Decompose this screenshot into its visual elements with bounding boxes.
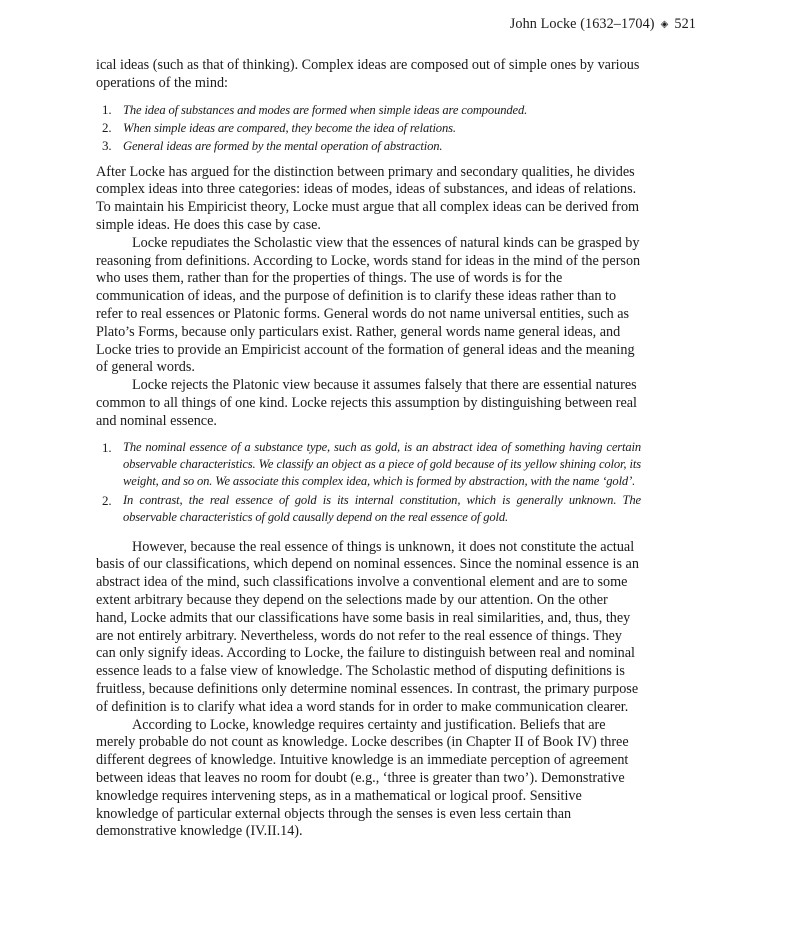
list-number: 2. (102, 119, 112, 135)
list-item-text: The idea of substances and modes are formed when simple ideas are compounded. (123, 102, 528, 117)
paragraph-1: ical ideas (such as that of thinking). Complex ideas are composed out of simple ones by various operations of the mind: (96, 57, 640, 91)
paragraph-5: However, because the real essence of things is unknown, it does not constitute the actual basis of our classifications, which depend on nominal essences. Since the nominal essence is an abstract idea of the mind, such classifications involve a conventional element and are to some extent arbitrary because they depend on the selections made by our attention. On the other hand, Locke admits that our classifications have some basis in real similarities, and, thus, they are not entirely arbitrary. Nevertheless, words do not refer to the real essence of things. They can only signify ideas. According to Locke, the failure to distinguish between real and nominal essence leads to a false view of knowledge. The Scholastic method of disputing definitions is fruitless, because definitions only determine nominal essences. In contrast, the primary purpose of definition is to clarify what idea a word stands for in order to make communication clearer. (96, 538, 639, 715)
ideas-list (96, 101, 642, 155)
running-title: John Locke (1632–1704) (509, 16, 655, 32)
essence-list (96, 439, 641, 527)
paragraph-3: Locke repudiates the Scholastic view that the essences of natural kinds can be grasped by reasoning from definitions. According to Locke, words stand for ideas in the mind of the person who uses them, rather than for the properties of things. The use of words is for the communication of ideas, and the purpose of definition is to clarify these ideas rather than to refer to real essences or Platonic forms. General words do not name universal entities, such as Plato’s Forms, because only particulars exist. Rather, general words name general ideas, and Locke tries to provide an Empiricist account of the formation of general ideas and the meaning of general words. (96, 234, 641, 376)
paragraph-6: According to Locke, knowledge requires certainty and justification. Beliefs that are merely probable do not count as knowledge. Locke describes (in Chapter II of Book IV) three different degrees of knowledge. Intuitive knowledge is an immediate perception of agreement between ideas that leaves no room for doubt (e.g., ‘three is greater than two’). Demonstrative knowledge requires intervening steps, as in a mathematical or logical proof. Sensitive knowledge of particular external objects through the senses is even less certain than demonstrative knowledge (IV.II.14). (96, 716, 629, 840)
list-item-text: In contrast, the real essence of gold is its internal constitution, which is generally unknown. The observable characteristics of gold causally depend on the real essence of gold. (123, 493, 641, 525)
running-header (96, 16, 696, 33)
list-number: 1. (102, 439, 112, 455)
list-item (102, 137, 642, 155)
list-item (102, 101, 642, 119)
paragraph-2: After Locke has argued for the distinction between primary and secondary qualities, he divides complex ideas into three categories: ideas of modes, ideas of substances, and ideas of relations. To maintain his Empiricist theory, Locke must argue that all complex ideas can be derived from simple ideas. He does this case by case. (96, 163, 640, 233)
ornament-separator-icon: ◈ (660, 19, 669, 30)
list-item-text: General ideas are formed by the mental operation of abstraction. (123, 138, 443, 153)
list-item (102, 439, 641, 491)
main-text (96, 57, 642, 841)
list-number: 2. (102, 493, 112, 509)
paragraph-4: Locke rejects the Platonic view because it assumes falsely that there are essential natures common to all things of one kind. Locke rejects this assumption by distinguishing between real and nominal essence. (96, 377, 638, 429)
page-number: 521 (674, 16, 696, 32)
list-item-text: When simple ideas are compared, they become the idea of relations. (123, 120, 456, 135)
list-number: 3. (102, 137, 112, 153)
list-item (102, 492, 641, 526)
list-item-text: The nominal essence of a substance type, such as gold, is an abstract idea of something having certain observable characteristics. We classify an object as a piece of gold because of its yellow shining color, its weight, and so on. We associate this complex idea, which is formed by abstraction, with the name ‘gold’. (123, 439, 641, 488)
list-item (102, 119, 642, 137)
list-number: 1. (102, 101, 112, 117)
